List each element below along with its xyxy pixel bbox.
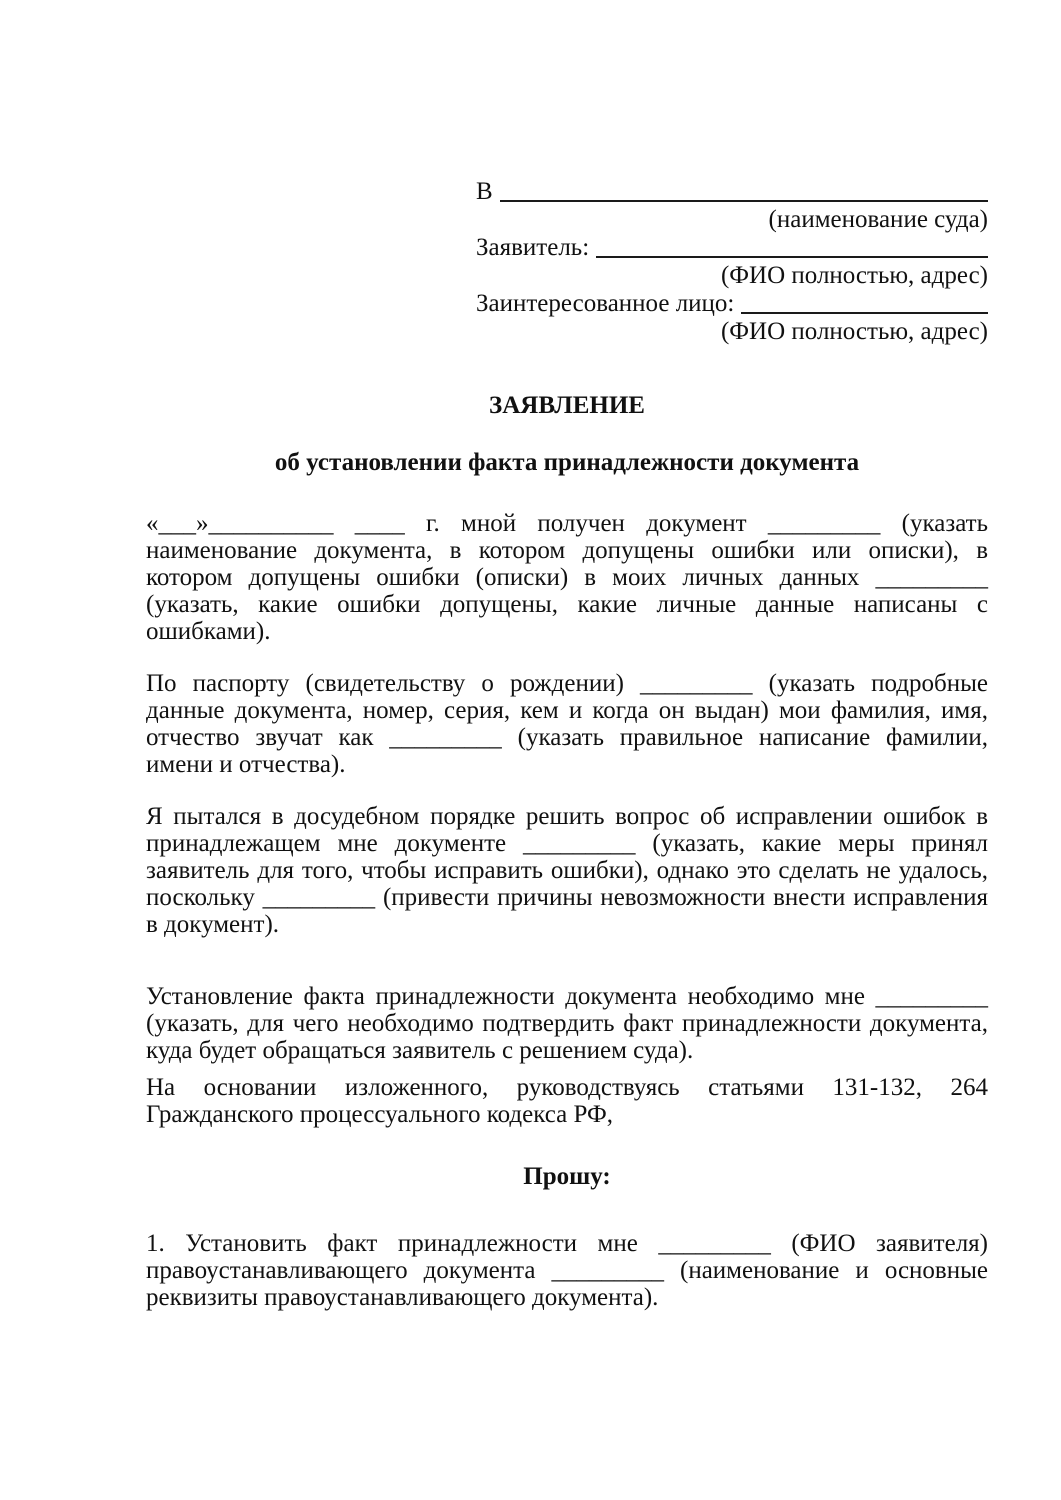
court-name-underline [500,174,988,202]
court-name-hint: (наименование суда) [768,206,988,233]
document-subtitle: об установлении факта принадлежности документа [274,449,860,476]
interested-person-underline [741,286,988,314]
document-title: ЗАЯВЛЕНИЕ [489,392,645,419]
request-heading: Прошу: [523,1163,611,1190]
paragraph-purpose: Установление факта принадлежности документа необходимо мне _________ (указать, для чего необходимо подтвердить факт принадлежности документа, куда будет обращаться заявитель с решением суда). [146,983,988,1064]
court-name-label: В [476,178,493,205]
interested-person-line [476,290,988,318]
paragraph-passport-details: По паспорту (свидетельству о рождении) _________ (указать подробные данные документа, номер, серия, кем и когда он выдан) мои фамилия, имя, отчество звучат как _________ (указать правильное написание фамилии, имени и отчества). [146,670,988,778]
applicant-underline [596,230,988,258]
paragraph-legal-basis: На основании изложенного, руководствуясь статьями 131-132, 264 Гражданского процессуального кодекса РФ, [146,1074,988,1128]
court-name-line [476,178,988,206]
applicant-line [476,234,988,262]
court-header-block [476,178,988,346]
interested-person-hint: (ФИО полностью, адрес) [720,318,988,345]
paragraph-pretrial-attempt: Я пытался в досудебном порядке решить вопрос об исправлении ошибок в принадлежащем мне документе _________ (указать, какие меры принял заявитель для того, чтобы исправить ошибки), однако это сделать не удалось, поскольку _________ (привести причины невозможности внести исправления в документ). [146,803,988,938]
request-item-1: 1. Установить факт принадлежности мне _________ (ФИО заявителя) правоустанавливающего документа _________ (наименование и основные реквизиты правоустанавливающего документа). [146,1230,988,1311]
applicant-label: Заявитель: [476,234,590,261]
applicant-hint: (ФИО полностью, адрес) [720,262,988,289]
paragraph-document-received: «___»__________ ____ г. мной получен документ _________ (указать наименование документа, в котором допущены ошибки или описки), в котором допущены ошибки (описки) в моих личных данных _________ (указать, какие ошибки допущены, какие личные данные написаны с ошибками). [146,510,988,645]
interested-person-label: Заинтересованное лицо: [476,290,735,317]
